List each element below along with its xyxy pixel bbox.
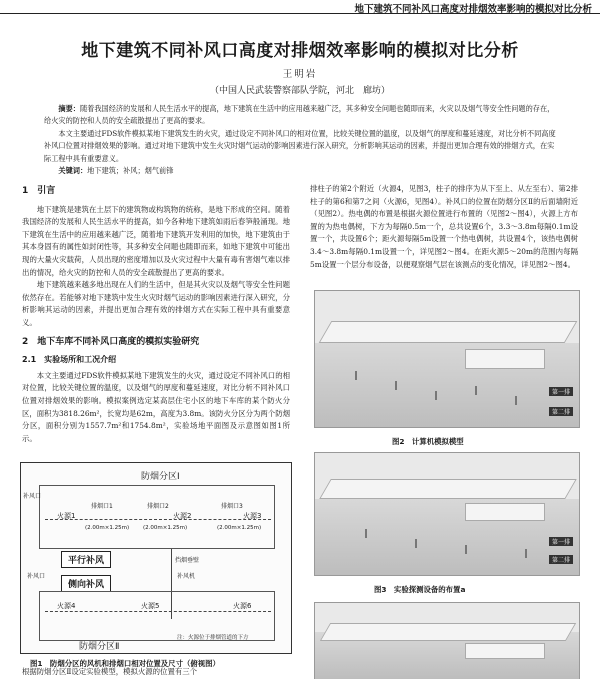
abstract-text: 随着我国经济的发展和人民生活水平的提高，地下建筑在生活中的应用越来越广泛，其多种安全问题也随即而来，火灾以及烟气等安全性问题的存在，给火灾的防控和人员的安全疏散提出了更高的要求。 xyxy=(44,104,555,126)
figure-3-render xyxy=(314,452,580,576)
paragraph: 地下建筑越来越多地出现在人们的生活中，但是其火灾以及烟气等安全性问题依然存在。若能够对地下建筑中发生火灾时烟气运动的影响因素进行深入研究，分析影响其运动的因素，并提出更加合理有效的排烟方式在实际工程中具有重要意义。 xyxy=(22,280,290,327)
fire-5-label: 火源5 xyxy=(141,602,160,610)
render-tag-row-1: 第一排 xyxy=(549,387,573,396)
render-block xyxy=(465,503,545,521)
fire-3-label: 火源3 xyxy=(243,512,262,520)
abstract-label: 摘要： xyxy=(58,104,80,113)
figure-2-caption: 图2 计算机模拟模型 xyxy=(392,437,464,446)
fire-4-label: 火源4 xyxy=(57,602,76,610)
render-column xyxy=(355,371,357,380)
running-header xyxy=(0,0,600,14)
render-tag-row-1: 第一排 xyxy=(549,537,573,546)
section-2-1-heading: 2.1 实验场所和工况介绍 xyxy=(22,355,117,365)
render-column xyxy=(435,391,437,400)
figure-1-caption: 图1 防烟分区的风机和排烟口相对位置及尺寸（俯视图） xyxy=(30,659,220,668)
right-column xyxy=(310,183,578,271)
exhaust-2-label: 排烟口2 xyxy=(147,503,169,510)
figure-4-render xyxy=(314,602,580,679)
section-1-heading: 1 引言 xyxy=(22,186,56,196)
fire-2-label: 火源2 xyxy=(173,512,192,520)
abstract xyxy=(44,103,556,177)
render-column xyxy=(475,386,477,395)
paper-title: 地下建筑不同补风口高度对排烟效率影响的模拟对比分析 xyxy=(81,41,519,61)
render-column xyxy=(395,381,397,390)
exhaust-duct-line-2 xyxy=(45,611,271,612)
render-ceiling xyxy=(320,623,576,641)
keywords-label: 关键词： xyxy=(58,166,88,176)
exhaust-3-size: (2.00m×1.25m) xyxy=(217,525,262,531)
bottom-text: 根据防烟分区Ⅱ设定实验模型，模拟火源的位置有三个 xyxy=(22,667,198,676)
side-supply-label: 侧向补风 xyxy=(61,575,111,592)
zone-2-label: 防烟分区Ⅱ xyxy=(79,642,120,652)
figure-1-diagram xyxy=(20,462,292,654)
render-tag-row-2: 第二排 xyxy=(549,555,573,564)
render-column xyxy=(515,396,517,405)
fire-1-label: 火源1 xyxy=(57,512,76,520)
render-column xyxy=(365,529,367,538)
smoke-curtain-label: 挡烟垂壁 xyxy=(175,557,200,564)
fire-6-label: 火源6 xyxy=(233,602,252,610)
exhaust-1-label: 排烟口1 xyxy=(91,503,113,510)
paragraph: 排柱子的第2个附近（火源4，见图3，柱子的排序为从下至上、从左至右）、第2排柱子的第6和第7之间（火源6，见图4）。补风口的位置在防烟分区Ⅱ的后面墙附近（见图2）。热电偶的布置是根据火源位置进行布置的（见图2～图4），火源上方布置的为热电偶树，下方为每隔0.5m一个，总共设置6个，3.3～3.8m每隔0.1m设置一个，共设置6个；距火源每隔5m设置一个热电偶树，共设置4个，该热电偶树3.4～3.8m每隔0.1m设置一个，详见图2～图4。在距火源5～20m的范围内每隔5m设置一个层分布设备，以便观察烟气层在该测点的变化情况，详见图2～图4。 xyxy=(310,184,578,269)
figure-3-caption: 图3 实验探测设备的布置a xyxy=(374,585,466,594)
render-ceiling xyxy=(319,479,577,499)
render-tag-row-2: 第二排 xyxy=(549,407,573,416)
exhaust-duct-line xyxy=(45,519,271,520)
zone-1-label: 防烟分区Ⅰ xyxy=(141,472,180,482)
fan-label: 补风口 xyxy=(23,493,42,500)
author: 王明岩 xyxy=(282,69,318,80)
running-title: 地下建筑不同补风口高度对排烟效率影响的模拟对比分析 xyxy=(354,4,592,15)
figure-note: 注：火源位于排烟管道的下方 xyxy=(177,635,249,641)
exhaust-2-size: (2.00m×1.25m) xyxy=(143,525,188,531)
render-block xyxy=(465,643,545,659)
exhaust-3-label: 排烟口3 xyxy=(221,503,243,510)
fan-3-label: 补风机 xyxy=(177,573,196,580)
keywords: 地下建筑；补风；烟气前锋 xyxy=(87,166,174,176)
fan-2-label: 补风口 xyxy=(27,573,46,580)
paragraph: 地下建筑是建筑在土层下的建筑物或构筑物的统称，是地下形成的空间。随着我国经济的发展和人民生活水平的提高，如今各种地下建筑如雨后春笋般涌现。地下建筑在生活中的应用越来越广泛，随着地下建筑开发利用的加快，地下建筑由于其本身固有的属性如封闭性等，其多种安全问题也随即而来，如地下建筑中可能出现的大量火灾载荷，人员出现的密度增加以及火灾过程中大量有毒有害烟气难以排出的情况，给火灾的防控和人员的安全疏散提出了更高的要求。 xyxy=(22,204,290,277)
paragraph: 本文主要通过FDS软件模拟某地下建筑发生的火灾，通过设定不同补风口的相对位置，比较关键位置的温度，以及烟气的厚度和蔓延速度，对比分析不同补风口位置对排烟效果的影响。模拟案例选定某高层住宅小区的地下车库的某个防火分区，面积为3818.26m²，长宽均是62m，高度为3.8m。该防火分区分为两个防烟分区，面积分别为1557.7m²和1754.8m²，实验场地平面图及示意图如图1所示。 xyxy=(22,370,290,443)
render-column xyxy=(415,539,417,548)
left-column xyxy=(22,183,290,445)
abstract-text-2: 本文主要通过FDS软件模拟某地下建筑发生的火灾，通过设定不同补风口的相对位置，比较关键位置的温度，以及烟气的厚度和蔓延速度，对比分析不同高度补风口位置对排烟效果的影响。通过对地下建筑中发生火灾时烟气运动的影响因素进行深入研究，分析影响其运动的因素，并提出更加合理有效的排烟方式，在实际工程中具有重要意义。 xyxy=(44,128,556,163)
affiliation: （中国人民武装警察部队学院，河北 廊坊） xyxy=(209,86,390,96)
render-block xyxy=(465,349,545,369)
parallel-supply-label: 平行补风 xyxy=(61,551,111,568)
render-column xyxy=(525,549,527,558)
render-column xyxy=(465,545,467,554)
exhaust-1-size: (2.00m×1.25m) xyxy=(85,525,130,531)
figure-2-render xyxy=(314,290,580,428)
section-2-heading: 2 地下车库不同补风口高度的模拟实验研究 xyxy=(22,336,200,347)
render-ceiling xyxy=(319,321,578,343)
